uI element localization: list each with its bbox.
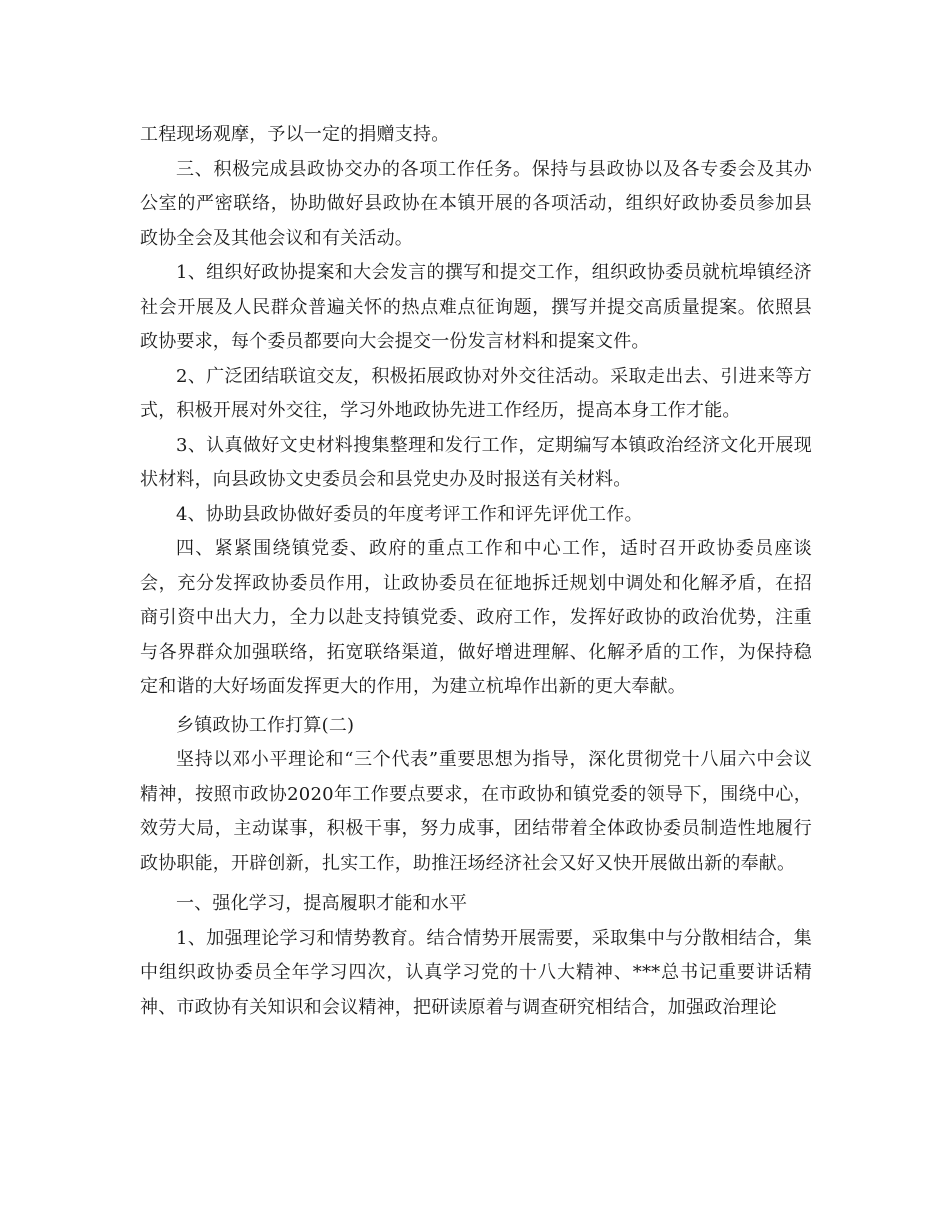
paragraph-theory-study: 1、加强理论学习和情势教育。结合情势开展需要，采取集中与分散相结合，集中组织政协委员全年学习四次，认真学习党的十八大精神、***总书记重要讲话精神、市政协有关知识和会议精神，把研读原着与调查研究相结合，加强政治理论 <box>140 927 812 1018</box>
section-heading-study: 一、强化学习，提高履职才能和水平 <box>176 893 468 914</box>
paragraph-section-three: 三、积极完成县政协交办的各项工作任务。保持与县政协以及各专委会及其办公室的严密联络，协助做好县政协在本镇开展的各项活动，组织好政协委员参加县政协全会及其他会议和有关活动。 <box>140 158 812 249</box>
paragraph-item-3: 3、认真做好文史材料搜集整理和发行工作，定期编写本镇政治经济文化开展现状材料，向县政协文史委员会和县党史办及时报送有关材料。 <box>140 434 812 490</box>
paragraph-section-four: 四、紧紧围绕镇党委、政府的重点工作和中心工作，适时召开政协委员座谈会，充分发挥政协委员作用，让政协委员在征地拆迁规划中调处和化解矛盾，在招商引资中出大力，全力以赴支持镇党委、政府工作，发挥好政协的政治优势，注重与各界群众加强联络，拓宽联络渠道，做好增进理解、化解矛盾的工作，为保持稳定和谐的大好场面发挥更大的作用，为建立杭埠作出新的更大奉献。 <box>140 538 812 697</box>
paragraph-item-2: 2、广泛团结联谊交友，积极拓展政协对外交往活动。采取走出去、引进来等方式，积极开展对外交往，学习外地政协先进工作经历，提高本身工作才能。 <box>140 365 812 421</box>
paragraph-item-1: 1、组织好政协提案和大会发言的撰写和提交工作，组织政协委员就杭埠镇经济社会开展及人民群众普遍关怀的热点难点征询题，撰写并提交高质量提案。依照县政协要求，每个委员都要向大会提交一份发言材料和提案文件。 <box>140 262 812 352</box>
paragraph-item-4: 4、协助县政协做好委员的年度考评工作和评先评优工作。 <box>176 503 643 525</box>
document-body <box>140 118 812 1025</box>
paragraph-continuation: 工程现场观摩，予以一定的捐赠支持。 <box>140 124 450 145</box>
paragraph-guiding-principle: 坚持以邓小平理论和“三个代表”重要思想为指导，深化贯彻党十八届六中会议精神，按照市政协2020年工作要点要求，在市政协和镇党委的领导下，围绕中心，效劳大局，主动谋事，积极干事，努力成事，团结带着全体政协委员制造性地履行政协职能，开辟创新，扎实工作，助推汪场经济社会又好又快开展做出新的奉献。 <box>140 749 812 874</box>
section-title-plan-two: 乡镇政协工作打算(二) <box>176 714 355 736</box>
